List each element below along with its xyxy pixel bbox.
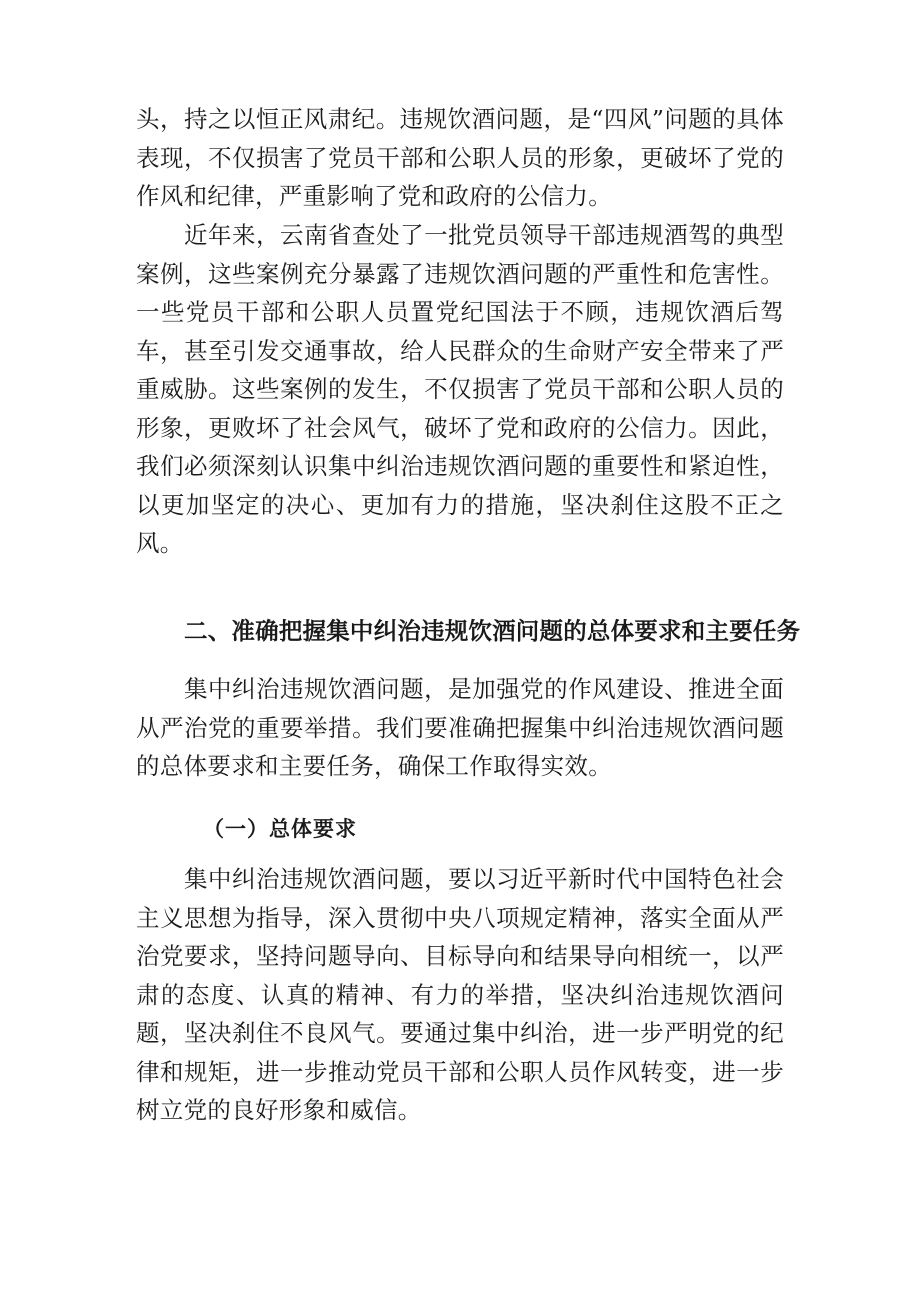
paragraph-yunnan-cases: 近年来，云南省查处了一批党员领导干部违规酒驾的典型案例，这些案例充分暴露了违规饮酒问题的严重性和危害性。一些党员干部和公职人员置党纪国法于不顾，违规饮酒后驾车，甚至引发交通事故，给人民群众的生命财产安全带来了严重威胁。这些案例的发生，不仅损害了党员干部和公职人员的形象，更败坏了社会风气，破坏了党和政府的公信力。因此，我们必须深刻认识集中纠治违规饮酒问题的重要性和紧迫性，以更加坚定的决心、更加有力的措施，坚决刹住这股不正之风。: [136, 221, 784, 557]
paragraph-section-intro: 集中纠治违规饮酒问题，是加强党的作风建设、推进全面从严治党的重要举措。我们要准确把握集中纠治违规饮酒问题的总体要求和主要任务，确保工作取得实效。: [136, 675, 784, 780]
subsection-heading: （一）总体要求: [203, 817, 357, 841]
paragraph-overall-requirements: 集中纠治违规饮酒问题，要以习近平新时代中国特色社会主义思想为指导，深入贯彻中央八项规定精神，落实全面从严治党要求，坚持问题导向、目标导向和结果导向相统一，以严肃的态度、认真的精神、有力的举措，坚决纠治违规饮酒问题，坚决刹住不良风气。要通过集中纠治，进一步严明党的纪律和规矩，进一步推动党员干部和公职人员作风转变，进一步树立党的良好形象和威信。: [136, 865, 784, 1124]
section-heading: 二、准确把握集中纠治违规饮酒问题的总体要求和主要任务: [184, 617, 801, 645]
paragraph-intro-continued: 头，持之以恒正风肃纪。违规饮酒问题，是“四风”问题的具体表现，不仅损害了党员干部和公职人员的形象，更破坏了党的作风和纪律，严重影响了党和政府的公信力。: [136, 105, 784, 210]
